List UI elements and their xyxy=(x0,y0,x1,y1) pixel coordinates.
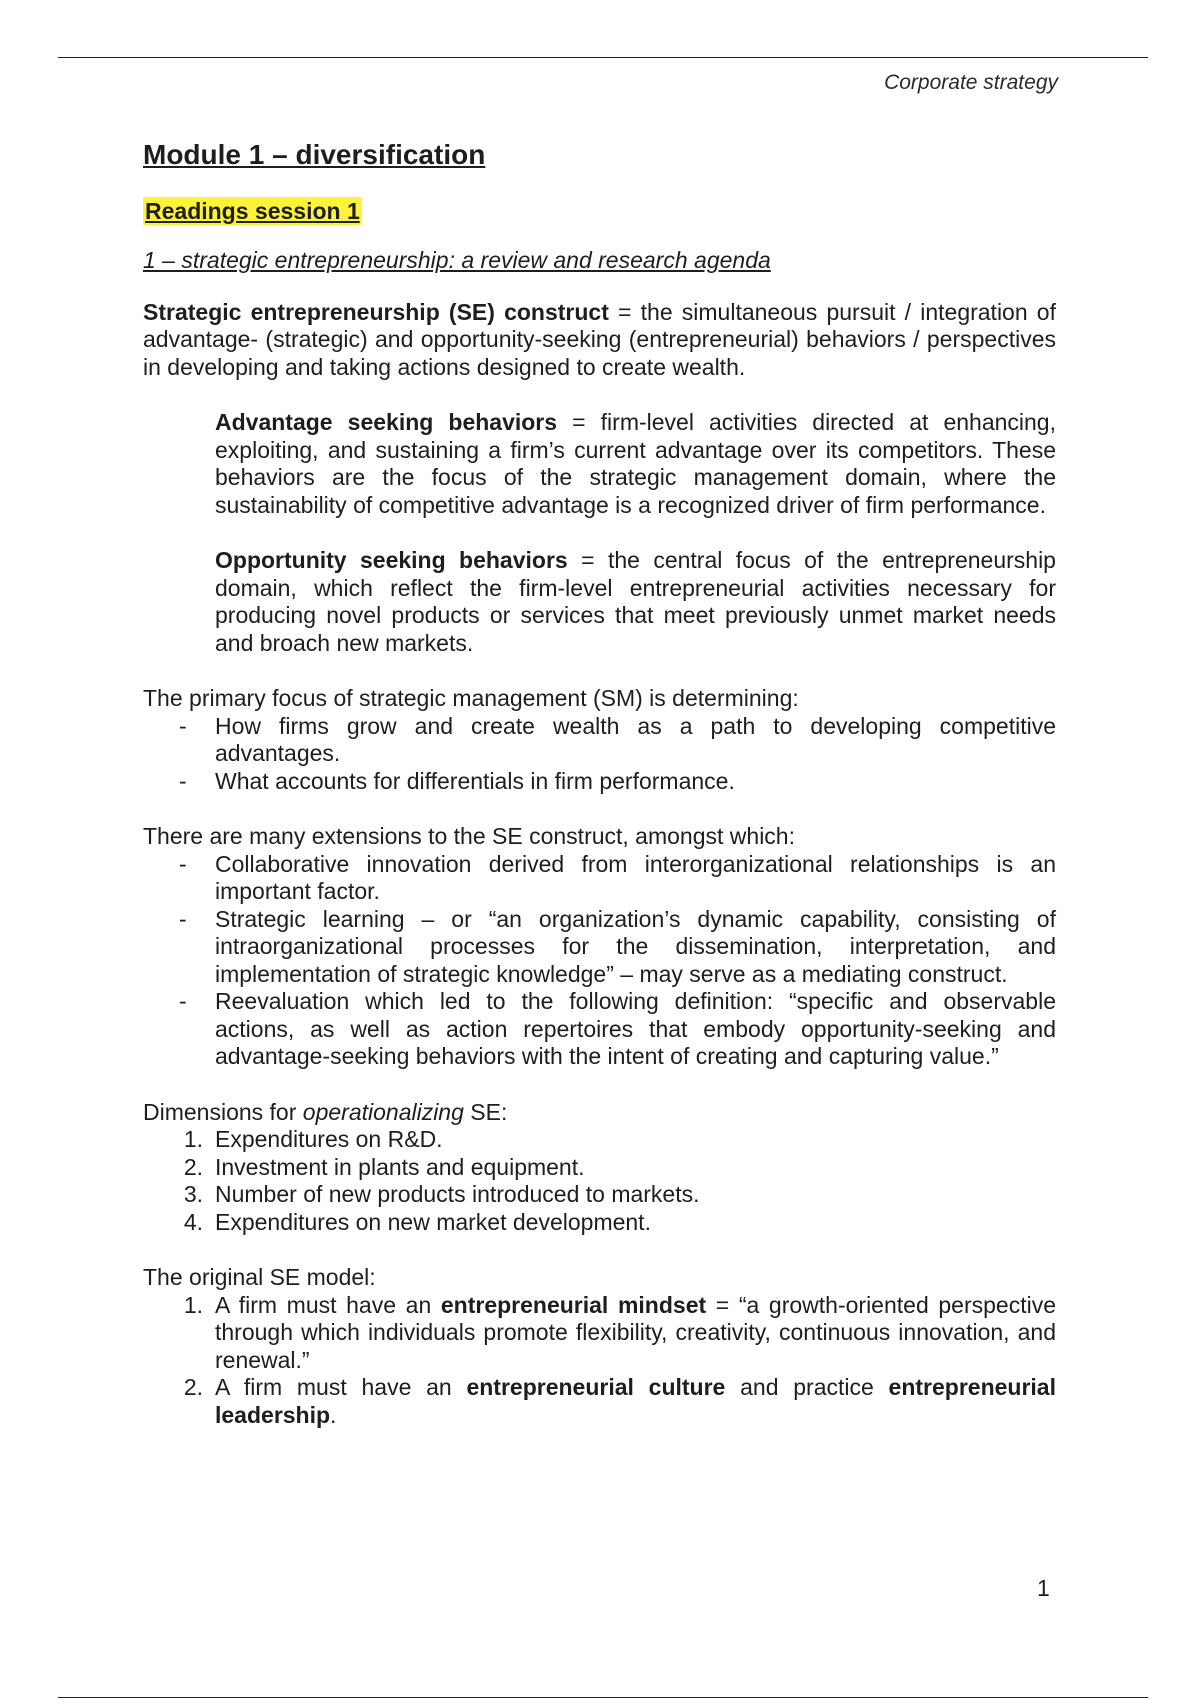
dimensions-intro xyxy=(143,1099,1056,1127)
original-model-list xyxy=(143,1292,1056,1430)
advantage-text: = firm-level activities directed at enhancing, exploiting, and sustaining a firm’s current advantage over its competitors. These behaviors are the focus of the strategic management domain, where the sustainability of competitive advantage is a recognized driver of firm performance. xyxy=(215,409,1056,518)
opportunity-term: Opportunity seeking behaviors xyxy=(215,547,568,573)
number-marker: 2. xyxy=(183,1153,203,1180)
extensions-intro: There are many extensions to the SE construct, amongst which: xyxy=(143,823,795,849)
article-title: 1 – strategic entrepreneurship: a review and research agenda xyxy=(143,247,771,273)
se-definition-paragraph xyxy=(143,299,1056,382)
page-number: 1 xyxy=(1037,1575,1050,1601)
culture-term: entrepreneurial culture xyxy=(466,1374,726,1400)
dash-marker: - xyxy=(179,712,187,739)
advantage-term: Advantage seeking behaviors xyxy=(215,409,558,435)
mindset-term: entrepreneurial mindset xyxy=(440,1291,707,1318)
number-marker: 2. xyxy=(183,1374,203,1400)
se-term: Strategic entrepreneurship (SE) construct xyxy=(143,298,609,325)
number-marker: 1. xyxy=(183,1291,203,1318)
list-item-text: How firms grow and create wealth as a path to developing competitive advantages. xyxy=(215,712,1056,766)
opportunity-text: = the central focus of the entrepreneurship domain, which reflect the firm-level entrepreneurial activities necessary for producing novel products or services that meet previously unmet market needs and broach new markets. xyxy=(215,547,1056,656)
extensions-list xyxy=(143,851,1056,1071)
sm-focus-intro: The primary focus of strategic management (SM) is determining: xyxy=(143,685,799,711)
opportunity-paragraph xyxy=(215,547,1056,657)
list-item xyxy=(143,1126,1056,1154)
list-item-text: Expenditures on new market development. xyxy=(215,1208,651,1235)
list-item xyxy=(143,851,1056,906)
list-item-text: = “a growth-oriented perspective through which individuals promote flexibility, creativity, continuous innovation, and renewal.” xyxy=(215,1291,1056,1373)
dimensions-intro-suffix: SE: xyxy=(463,1098,508,1125)
list-item-text: A firm must have an xyxy=(215,1374,467,1400)
dash-marker: - xyxy=(179,850,187,877)
list-item-text: Number of new products introduced to markets. xyxy=(215,1181,700,1207)
list-item xyxy=(143,988,1056,1071)
number-marker: 3. xyxy=(183,1181,203,1207)
list-item xyxy=(143,1209,1056,1237)
list-item-text: Strategic learning – or “an organization’s dynamic capability, consisting of intraorganizational processes for the dissemination, interpretation, and implementation of strategic knowledge” – may serve as a mediating construct. xyxy=(215,905,1056,987)
header-rule xyxy=(58,57,1148,58)
list-item-text: A firm must have an xyxy=(215,1291,441,1318)
number-marker: 1. xyxy=(183,1126,203,1152)
list-item xyxy=(143,713,1056,768)
list-item-text: and practice xyxy=(725,1374,889,1400)
module-title: Module 1 – diversification xyxy=(143,139,486,170)
readings-heading: Readings session 1 xyxy=(145,198,360,224)
se-text: = the simultaneous pursuit / integration of advantage- (strategic) and opportunity-seeking (entrepreneurial) behaviors / perspectives in developing and taking actions designed to create wealth. xyxy=(143,298,1056,380)
dimensions-intro-emphasis: operationalizing xyxy=(302,1098,464,1125)
list-item xyxy=(143,1292,1056,1375)
number-marker: 4. xyxy=(183,1208,203,1235)
advantage-paragraph xyxy=(215,409,1056,519)
list-item-text: Reevaluation which led to the following definition: “specific and observable actions, as well as action repertoires that embody opportunity-seeking and advantage-seeking behaviors with the intent of creating and capturing value.” xyxy=(215,988,1056,1069)
list-item xyxy=(143,1374,1056,1429)
dash-marker: - xyxy=(179,988,187,1014)
dash-marker: - xyxy=(179,767,187,794)
dimensions-intro-text: Dimensions for xyxy=(143,1098,303,1125)
dash-marker: - xyxy=(179,905,187,932)
list-item-text: Expenditures on R&D. xyxy=(215,1126,443,1152)
list-item-text: Investment in plants and equipment. xyxy=(215,1153,585,1180)
list-item-text: . xyxy=(330,1401,337,1428)
document-body xyxy=(143,138,1056,1457)
list-item xyxy=(143,1154,1056,1182)
running-header: Corporate strategy xyxy=(884,71,1058,94)
list-item-text: Collaborative innovation derived from interorganizational relationships is an important factor. xyxy=(215,850,1056,904)
list-item xyxy=(143,768,1056,796)
list-item-text: What accounts for differentials in firm performance. xyxy=(215,767,735,794)
leadership-term: entrepreneurial leadership xyxy=(215,1374,1056,1428)
list-item xyxy=(143,1181,1056,1209)
dimensions-list xyxy=(143,1126,1056,1236)
list-item xyxy=(143,906,1056,989)
original-model-intro: The original SE model: xyxy=(143,1264,376,1290)
sm-focus-list xyxy=(143,713,1056,796)
footer-rule xyxy=(58,1697,1148,1698)
